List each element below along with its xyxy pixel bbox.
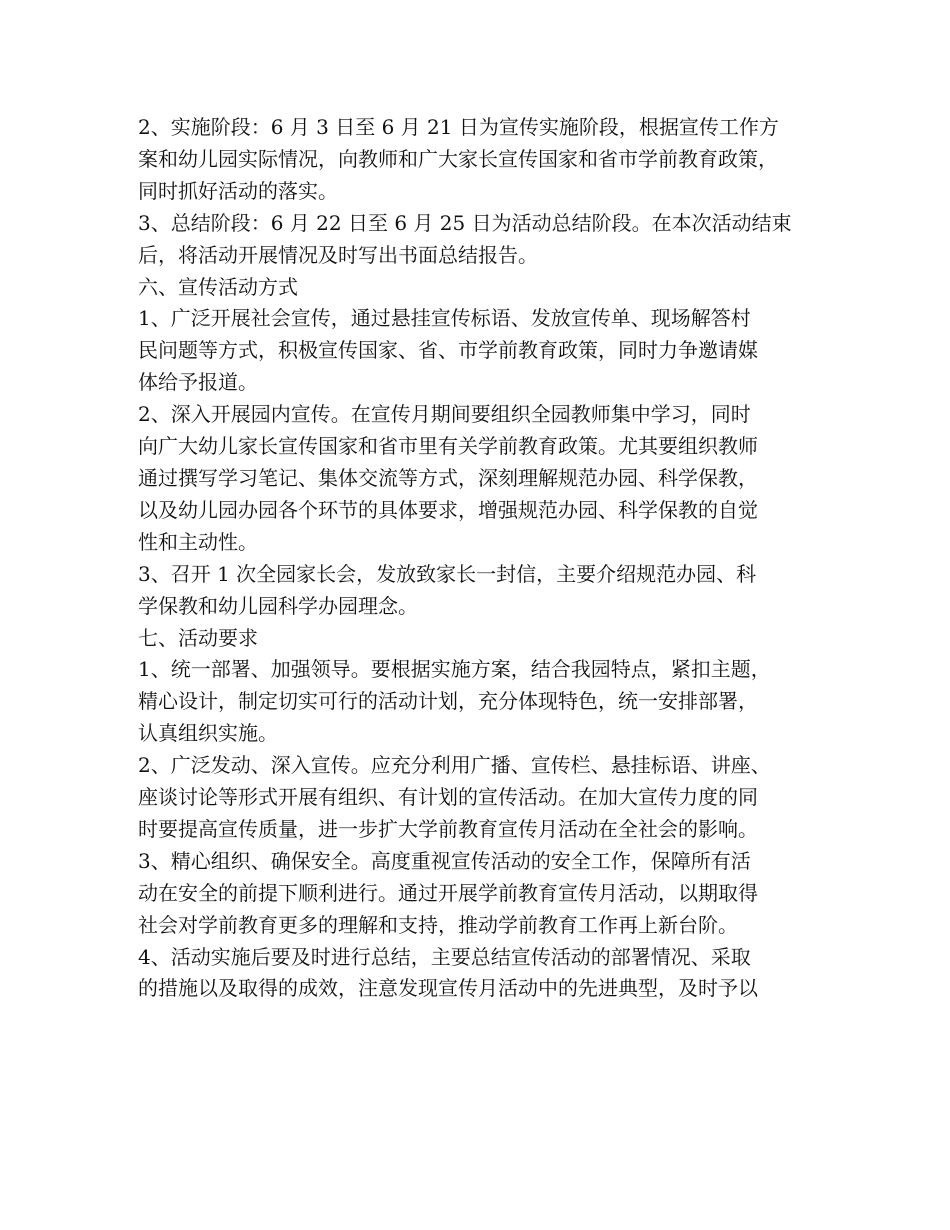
text-line: 民问题等方式，积极宣传国家、省、市学前教育政策，同时力争邀请媒	[138, 338, 758, 363]
text-line: 时要提高宣传质量，进一步扩大学前教育宣传月活动在全社会的影响。	[138, 816, 758, 841]
text-line: 3、总结阶段：6 月 22 日至 6 月 25 日为活动总结阶段。在本次活动结束	[138, 210, 792, 235]
text-line: 2、广泛发动、深入宣传。应充分利用广播、宣传栏、悬挂标语、讲座、	[138, 753, 771, 778]
text-line: 3、召开 1 次全园家长会，发放致家长一封信，主要介绍规范办园、科	[138, 561, 757, 586]
section-heading: 六、宣传活动方式	[138, 274, 298, 299]
text-line: 3、精心组织、确保安全。高度重视宣传活动的安全工作，保障所有活	[138, 848, 751, 873]
text-line: 1、广泛开展社会宣传，通过悬挂宣传标语、发放宣传单、现场解答村	[138, 306, 751, 331]
text-line: 精心设计，制定切实可行的活动计划，充分体现特色，统一安排部署，	[138, 689, 758, 714]
text-line: 以及幼儿园办园各个环节的具体要求，增强规范办园、科学保教的自觉	[138, 497, 758, 522]
text-line: 体给予报道。	[138, 370, 258, 395]
text-line: 2、实施阶段：6 月 3 日至 6 月 21 日为宣传实施阶段，根据宣传工作方	[138, 115, 779, 139]
section-heading: 七、活动要求	[138, 625, 258, 650]
text-line: 通过撰写学习笔记、集体交流等方式，深刻理解规范办园、科学保教，	[138, 465, 758, 490]
document-page	[138, 112, 818, 1005]
text-line: 学保教和幼儿园科学办园理念。	[138, 593, 418, 618]
text-line: 2、深入开展园内宣传。在宣传月期间要组织全园教师集中学习，同时	[138, 402, 751, 427]
paragraph-unified-deployment	[138, 654, 818, 750]
text-line: 1、统一部署、加强领导。要根据实施方案，结合我园特点，紧扣主题，	[138, 657, 771, 682]
text-line: 座谈讨论等形式开展有组织、有计划的宣传活动。在加大宣传力度的同	[138, 785, 758, 810]
text-line: 性和主动性。	[138, 529, 258, 554]
text-line: 认真组织实施。	[138, 721, 278, 746]
paragraph-broad-mobilization	[138, 750, 818, 846]
text-line: 向广大幼儿家长宣传国家和省市里有关学前教育政策。尤其要组织教师	[138, 434, 758, 459]
paragraph-summary-after-activity	[138, 942, 818, 1006]
text-line: 后，将活动开展情况及时写出书面总结报告。	[138, 242, 538, 267]
text-line: 动在安全的前提下顺利进行。通过开展学前教育宣传月活动，以期取得	[138, 880, 758, 905]
text-line: 4、活动实施后要及时进行总结，主要总结宣传活动的部署情况、采取	[138, 944, 751, 969]
text-line: 社会对学前教育更多的理解和支持，推动学前教育工作再上新台阶。	[138, 912, 738, 937]
section-heading-publicity-methods	[138, 272, 818, 304]
paragraph-parent-meeting	[138, 559, 818, 623]
text-line: 的措施以及取得的成效，注意发现宣传月活动中的先进典型，及时予以	[138, 976, 758, 1001]
paragraph-campus-publicity	[138, 399, 818, 559]
paragraph-social-publicity	[138, 303, 818, 399]
paragraph-safety	[138, 846, 818, 942]
paragraph-implementation-stage	[138, 112, 818, 208]
section-heading-activity-requirements	[138, 623, 818, 655]
text-line: 同时抓好活动的落实。	[138, 178, 338, 203]
paragraph-summary-stage	[138, 208, 818, 272]
text-line: 案和幼儿园实际情况，向教师和广大家长宣传国家和省市学前教育政策，	[138, 146, 778, 171]
